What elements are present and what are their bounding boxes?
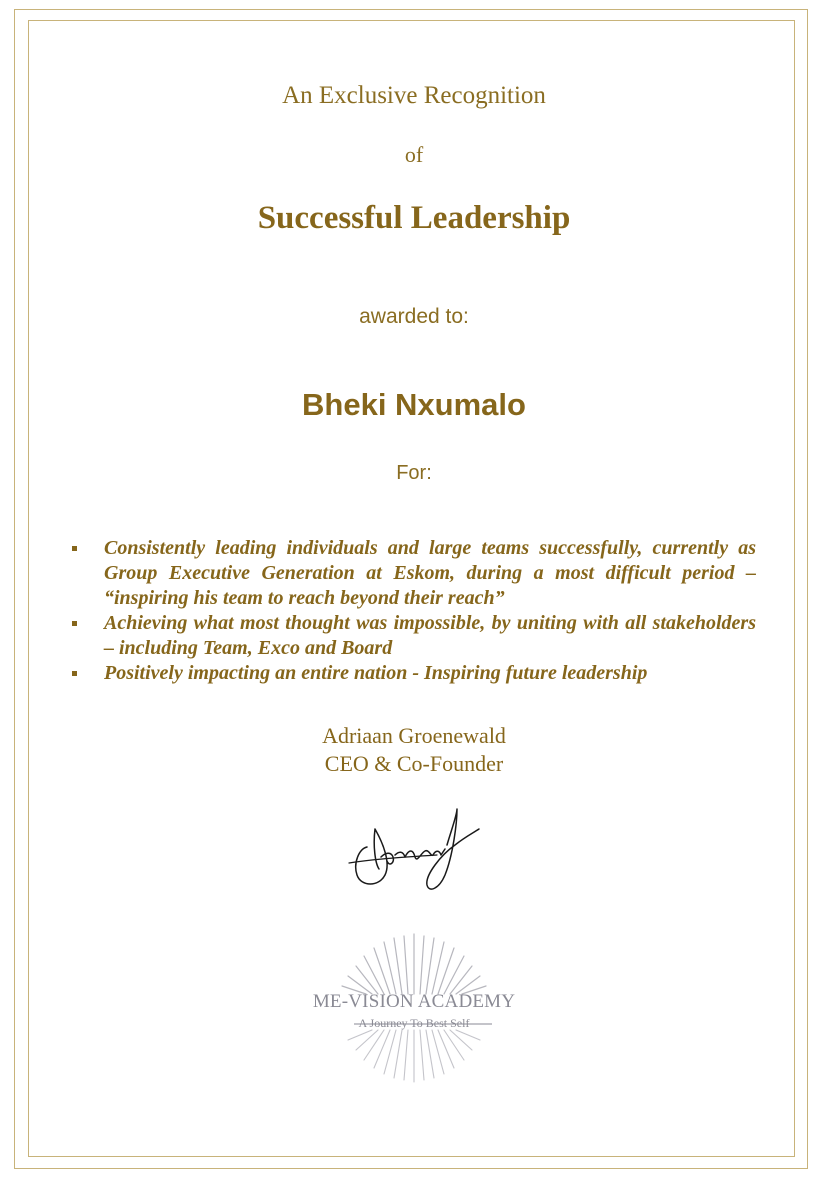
list-item: Achieving what most thought was impossible, by uniting with all stakeholders – including Team, Exco and Board [70,611,756,661]
certificate-heading: An Exclusive Recognition [282,82,546,109]
bullet-square-icon [72,671,77,676]
for-label: For: [396,462,432,484]
certificate-title: Successful Leadership [257,200,571,236]
signer-title: CEO & Co-Founder [324,751,504,776]
achievement-list [70,536,756,686]
logo-tagline: A Journey To Best Self [358,1016,470,1030]
signature-icon [345,805,485,897]
list-item: Consistently leading individuals and large teams successfully, currently as Group Executive Generation at Eskom, during a most difficult period – “inspiring his team to reach beyond their reach” [70,536,756,611]
recipient-name: Bheki Nxumalo [302,387,526,422]
bullet-square-icon [72,546,77,551]
logo-name: ME-VISION ACADEMY [312,991,516,1012]
awarded-label: awarded to: [359,305,469,328]
certificate-of: of [404,142,424,167]
list-item: Positively impacting an entire nation - Inspiring future leadership [70,661,756,686]
signer-name: Adriaan Groenewald [322,723,506,748]
bullet-square-icon [72,621,77,626]
